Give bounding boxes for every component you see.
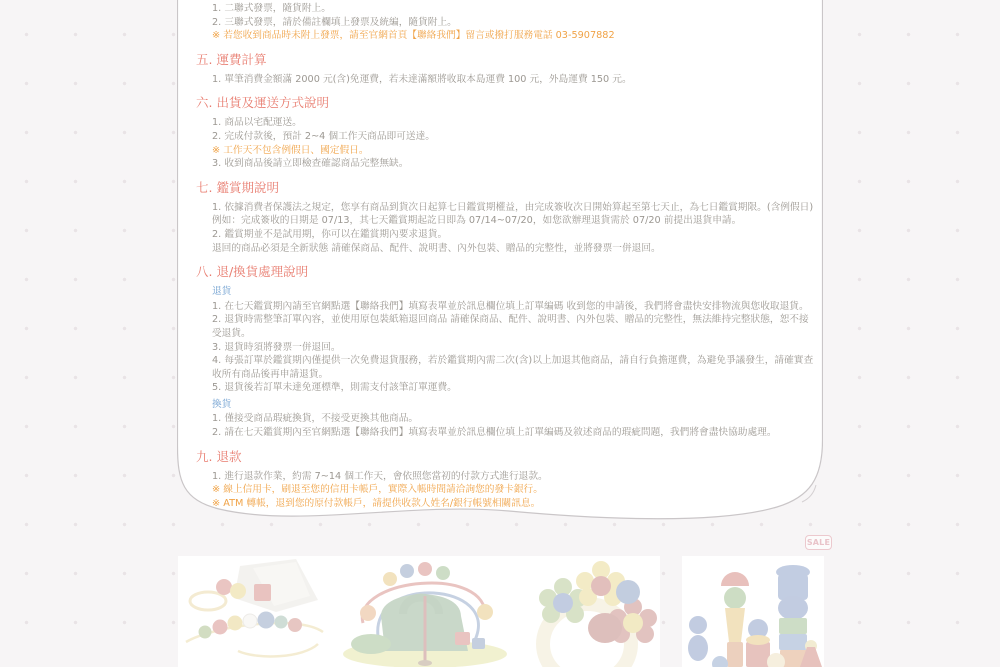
list-item: 1. 商品以宅配運送。 — [212, 117, 302, 129]
section-heading: 八. 退/換貨處理說明 — [196, 264, 309, 280]
list-item: 2. 退貨時需整筆訂單內容，並使用原包裝紙箱退回商品 請確保商品、配件、說明書、內外包裝、贈品的完整性，無法維持完整狀態，恕不接受退貨。 — [212, 314, 809, 339]
bead-maze-toy-icon — [333, 556, 518, 667]
lacing-beads-toy-icon — [178, 556, 333, 667]
product-image-bead-maze[interactable] — [333, 556, 518, 667]
list-item: 1. 二聯式發票，隨貨附上。 — [212, 3, 331, 14]
list-item: 1. 在七天鑑賞期內請至官網點選【聯絡我們】填寫表單並於訊息欄位填上訂單編碼 收到您的申請後，我們將會盡快安排物流與您收取退貨。 — [212, 300, 809, 312]
list-item: 5. 退貨後若訂單未達免運標準，則需支付該筆訂單運費。 — [212, 382, 457, 394]
product-image-flower-rattle[interactable] — [515, 556, 660, 667]
section-heading: 六. 出貨及運送方式說明 — [196, 95, 329, 111]
list-item: 2. 請在七天鑑賞期內至官網點選【聯絡我們】填寫表單並於訊息欄位填上訂單編碼及敘述商品的瑕疵問題，我們將會盡快協助處理。 — [212, 427, 777, 439]
product-image-stacking-figures[interactable] — [682, 556, 824, 667]
list-item: 1. 單筆消費金額滿 2000 元(含)免運費，若未達滿額將收取本島運費 100 元，外島運費 150 元。 — [212, 73, 632, 85]
product-image-lacing-beads[interactable] — [178, 556, 333, 667]
list-item: 4. 每張訂單於鑑賞期內僅提供一次免費退貨服務，若於鑑賞期內需二次(含)以上加退其他商品，請自行負擔運費，為避免爭議發生，請確實查收所有商品後再申請退貨。 — [212, 355, 814, 380]
section-heading: 五. 運費計算 — [196, 51, 267, 67]
section-heading: 九. 退款 — [196, 448, 242, 464]
product-row — [0, 556, 1000, 667]
list-item: 退回的商品必須是全新狀態 請確保商品、配件、說明書、內外包裝、贈品的完整性，並將發票一併退回。 — [212, 242, 661, 254]
list-item: 2. 三聯式發票，請於備註欄填上發票及統編，隨貨附上。 — [212, 16, 457, 28]
flower-rattle-toy-icon — [515, 556, 660, 667]
list-item: 3. 收到商品後請立即檢查確認商品完整無缺。 — [212, 158, 409, 170]
warning-item: ※ 工作天不包含例假日、國定假日。 — [212, 144, 369, 156]
sale-badge: SALE — [805, 535, 832, 550]
list-item: 1. 依據消費者保護法之規定，您享有商品到貨次日起算七日鑑賞期權益，由完成簽收次日開始算起至第七天止，為七日鑑賞期限。(含例假日) — [212, 201, 814, 213]
list-item: 1. 僅接受商品瑕疵換貨，不接受更換其他商品。 — [212, 413, 419, 425]
list-item: 2. 完成付款後，預計 2~4 個工作天商品即可送達。 — [212, 130, 435, 142]
warning-item: ※ ATM 轉帳，退到您的原付款帳戶，請提供收款人姓名/銀行帳號相關訊息。 — [212, 497, 541, 509]
list-item: 2. 鑑賞期並不是試用期，你可以在鑑賞期內要求退貨。 — [212, 228, 448, 240]
section-heading: 七. 鑑賞期說明 — [196, 179, 279, 195]
list-item: 例如：完成簽收的日期是 07/13，其七天鑑賞期起訖日即為 07/14~07/20，如您欲辦理退貨需於 07/20 前提出退貨申請。 — [212, 215, 742, 227]
warning-item: ※ 線上信用卡，刷退至您的信用卡帳戶，實際入帳時間請洽詢您的發卡銀行。 — [212, 484, 543, 496]
info-card-content — [196, 2, 814, 510]
list-item: 3. 退貨時須將發票一併退回。 — [212, 341, 341, 353]
list-item: 1. 進行退款作業，約需 7~14 個工作天，會依照您當初的付款方式進行退款。 — [212, 470, 548, 482]
stacking-figures-toy-icon — [682, 556, 824, 667]
subsection-label: 換貨 — [212, 398, 232, 410]
subsection-label: 退貨 — [212, 286, 232, 298]
warning-item: ※ 若您收到商品時未附上發票，請至官網首頁【聯絡我們】留言或撥打服務電話 03-5907882 — [212, 30, 615, 42]
